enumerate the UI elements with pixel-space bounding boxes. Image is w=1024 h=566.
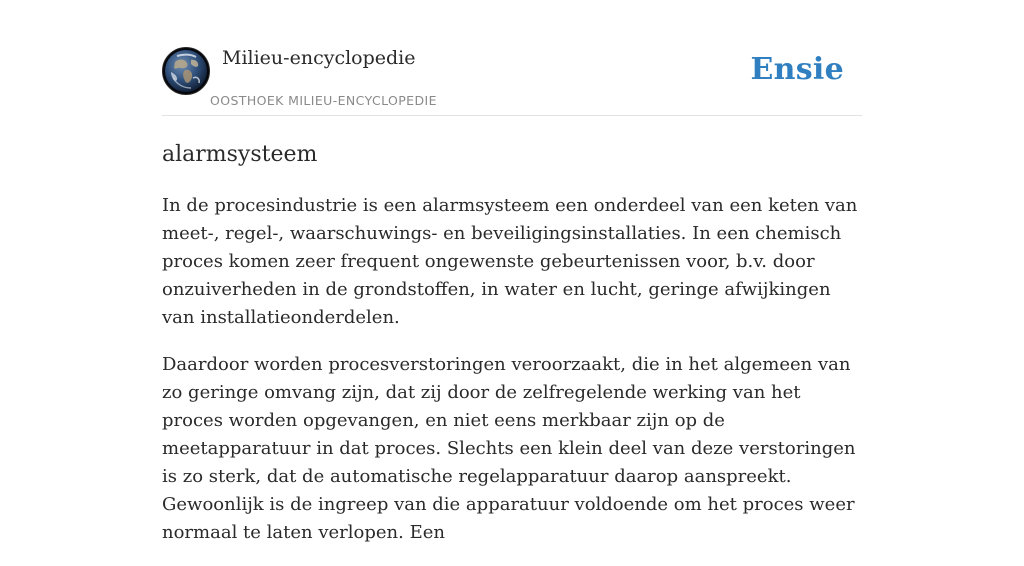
entry-content (162, 192, 862, 566)
earth-globe-icon[interactable] (162, 47, 210, 95)
site-subtitle[interactable]: OOSTHOEK MILIEU-ENCYCLOPEDIE (210, 93, 437, 108)
ensie-logo-link[interactable]: Ensie (750, 52, 844, 87)
entry-title: alarmsysteem (162, 142, 318, 167)
paragraph: In de procesindustrie is een alarmsysteem een onderdeel van een keten van meet-, regel-, waarschuwings- en beveiligingsinstallaties. In een chemisch proces komen zeer frequent ongewenste gebeurtenissen voor, b.v. door onzuiverheden in de grondstoffen, in water en lucht, geringe afwijkingen van installatieonderdelen. (162, 195, 858, 328)
site-title[interactable]: Milieu-encyclopedie (222, 47, 416, 69)
paragraph: Daardoor worden procesverstoringen veroorzaakt, die in het algemeen van zo geringe omvang zijn, dat zij door de zelfregelende werking van het proces worden opgevangen, en niet eens merkbaar zijn op de meetapparatuur in dat proces. Slechts een klein deel van deze verstoringen is zo sterk, dat de automatische regelapparatuur daarop aanspreekt. Gewoonlijk is de ingreep van die apparatuur voldoende om het proces weer normaal te laten verlopen. Een (162, 354, 856, 543)
site-header (162, 0, 862, 116)
page (162, 0, 862, 543)
